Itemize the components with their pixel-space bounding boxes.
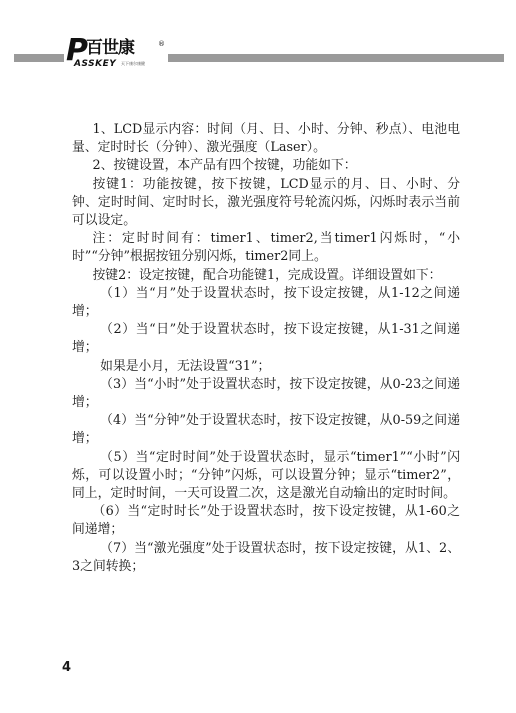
page-header (0, 34, 516, 74)
logo-english-name: ASSKEY (74, 59, 117, 69)
brand-logo (66, 34, 166, 74)
paragraph-note: 注：定时时间有：timer1、timer2,当timer1闪烁时，“小时”“分钟”根据按钮分别闪烁，timer2同上。 (72, 231, 460, 265)
paragraph-step-duration: （6）当“定时时长”处于设置状态时，按下设定按键，从1-60之间递增； (72, 504, 460, 538)
logo-chinese-name: 百世康 (86, 38, 134, 58)
paragraph-step-timer: （5）当“定时时间”处于设置状态时，显示“timer1”“小时”闪烁，可以设置小时；“分钟”闪烁，可以设置分钟；显示“timer2”，同上，定时时间，一天可设置二次，这是激光自动输出的定时时间。 (72, 449, 460, 502)
paragraph-step-month: （1）当“月”处于设置状态时，按下设定按键，从1-12之间递增； (72, 285, 460, 320)
manual-body (72, 121, 460, 576)
paragraph-small-month: 如果是小月，无法设置“31”； (100, 358, 271, 374)
logo-tagline: 天下康尔康健 (121, 61, 145, 66)
paragraph-step-hour: （3）当“小时”处于设置状态时，按下设定按键，从0-23之间递增； (72, 376, 460, 411)
paragraph-lcd-content: 1、LCD显示内容：时间（月、日、小时、分钟、秒点）、电池电量、定时时长（分钟）、激光强度（Laser）。 (72, 122, 460, 156)
header-bar-left (14, 54, 64, 62)
paragraph-step-laser: （7）当“激光强度”处于设置状态时，按下设定按键，从1、2、3之间转换； (72, 540, 460, 574)
page-number: 4 (62, 660, 72, 675)
logo-letter: P (66, 33, 88, 68)
paragraph-button-settings: 2、按键设置，本产品有四个按键，功能如下： (92, 158, 357, 174)
paragraph-step-minute: （4）当“分钟”处于设置状态时，按下设定按键，从0-59之间递增； (72, 413, 460, 447)
logo-registered-mark: ® (158, 40, 165, 48)
paragraph-step-day: （2）当“日”处于设置状态时，按下设定按键，从1-31之间递增； (72, 322, 460, 356)
paragraph-button2: 按键2：设定按键，配合功能键1，完成设置。详细设置如下： (92, 267, 442, 283)
paragraph-button1: 按键1：功能按键，按下按键，LCD显示的月、日、小时、分钟、定时时间、定时时长，激光强度符号轮流闪烁，闪烁时表示当前可以设定。 (72, 176, 460, 229)
header-bar-right (168, 54, 504, 62)
